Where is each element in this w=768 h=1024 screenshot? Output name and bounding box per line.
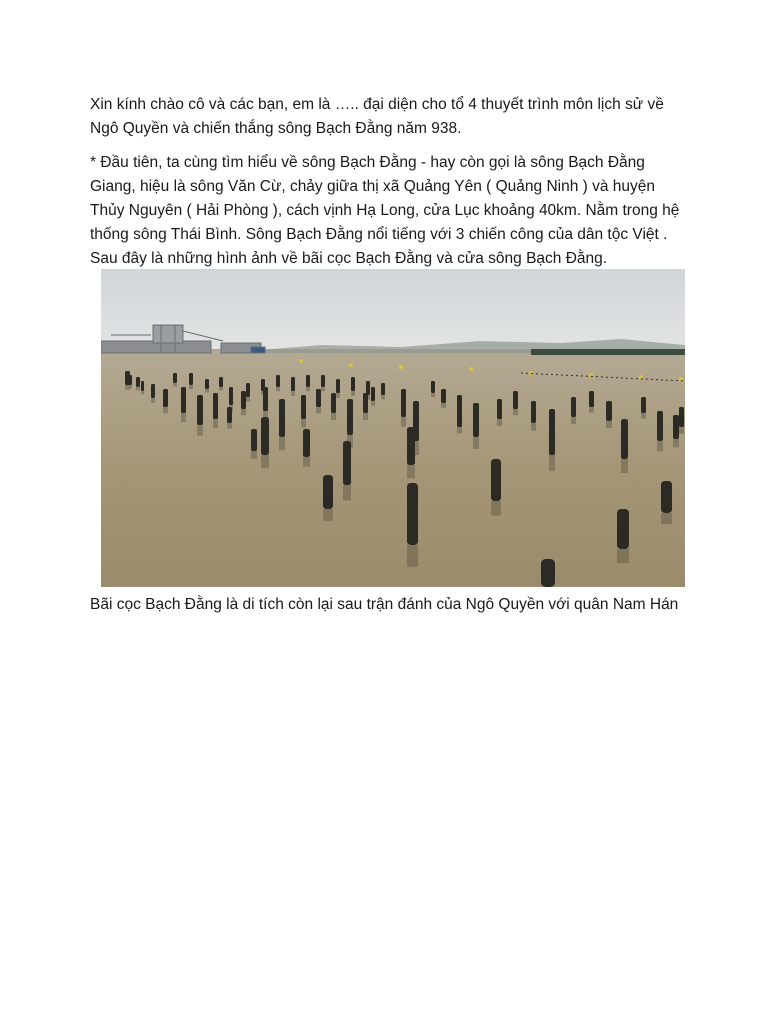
stake-reflection — [363, 413, 368, 420]
stake-reflection — [251, 451, 257, 459]
stake-reflection — [205, 389, 209, 393]
stake-reflection — [343, 485, 351, 500]
stake — [571, 397, 576, 417]
stake — [371, 387, 375, 401]
stake — [407, 483, 418, 545]
stake-reflection — [473, 437, 479, 449]
stake — [151, 384, 155, 398]
stake — [261, 417, 269, 455]
stake — [279, 399, 285, 437]
stake-reflection — [407, 545, 418, 567]
stake-reflection — [531, 423, 536, 431]
stake-reflection — [641, 413, 646, 419]
stake — [366, 381, 370, 395]
stake-reflection — [141, 391, 144, 395]
stake-reflection — [197, 425, 203, 436]
stake — [673, 415, 679, 439]
stake — [679, 407, 684, 427]
stake — [331, 393, 336, 413]
stake — [589, 391, 594, 407]
stake-reflection — [163, 407, 168, 413]
stake — [401, 389, 406, 417]
stake-reflection — [189, 385, 193, 389]
stake — [301, 395, 306, 419]
stake-reflection — [323, 509, 333, 521]
photo-caption: Bãi cọc Bạch Đằng là di tích còn lại sau trận đánh của Ngô Quyền với quân Nam Hán — [90, 596, 679, 613]
stake — [661, 481, 672, 513]
stake — [407, 427, 415, 465]
stake-reflection — [441, 403, 446, 408]
stake — [291, 377, 295, 391]
stake-reflection — [321, 387, 325, 391]
stake-reflection — [679, 427, 684, 434]
stake — [657, 411, 663, 441]
stake-reflection — [513, 409, 518, 415]
stake — [141, 381, 144, 391]
stake — [241, 391, 246, 409]
sky — [101, 269, 685, 351]
stake — [641, 397, 646, 413]
far-shoreline — [531, 349, 685, 355]
stake-reflection — [497, 419, 502, 426]
bach-dang-stakes-photo — [101, 269, 685, 587]
stake-reflection — [606, 421, 612, 428]
stake-reflection — [136, 387, 140, 391]
stake-reflection — [371, 401, 375, 406]
stake-reflection — [291, 391, 295, 396]
stake-reflection — [381, 395, 385, 399]
stake-reflection — [227, 423, 232, 429]
river-description-paragraph: * Đầu tiên, ta cùng tìm hiểu về sông Bạch Đằng - hay còn gọi là sông Bạch Đằng Giang, hiệu là sông Văn Cừ, chảy giữa thị xã Quảng Yên ( Quảng Ninh ) và huyện Thủy Nguyên ( Hải Phòng ), cách vịnh Hạ Long, cửa Lục khoảng 40km. Nằm trong hệ thống sông Thái Bình. Sông Bạch Đằng nổi tiếng với 3 chiến công của dân tộc Việt . Sau đây là những hình ảnh về bãi cọc Bạch Đằng và cửa sông Bạch Đằng. — [90, 154, 680, 267]
stake-reflection — [151, 398, 155, 403]
stake-reflection — [657, 441, 663, 452]
stake — [621, 419, 628, 459]
stake-reflection — [351, 391, 355, 396]
stake — [431, 381, 435, 393]
stake-reflection — [617, 549, 629, 563]
stake-reflection — [279, 437, 285, 450]
stake — [197, 395, 203, 425]
stake — [163, 389, 168, 407]
stake-reflection — [173, 383, 177, 387]
stake-reflection — [407, 465, 415, 478]
stake-reflection — [571, 417, 576, 424]
stake-reflection — [589, 407, 594, 413]
stake — [189, 373, 193, 385]
stake — [336, 379, 340, 393]
stake — [441, 389, 446, 403]
stake — [321, 375, 325, 387]
stake — [276, 375, 280, 387]
stake-reflection — [549, 455, 555, 471]
stake — [251, 429, 257, 451]
stake — [316, 389, 321, 407]
stake — [229, 387, 233, 405]
stake — [227, 407, 232, 423]
stake-reflection — [457, 427, 462, 433]
stake — [497, 399, 502, 419]
stake-reflection — [129, 385, 132, 389]
stake-reflection — [491, 501, 501, 516]
stake — [541, 559, 555, 587]
stake-reflection — [276, 387, 280, 391]
stake-reflection — [181, 413, 186, 422]
stake — [173, 373, 177, 383]
stake — [303, 429, 310, 457]
stake — [381, 383, 385, 395]
stake-reflection — [431, 393, 435, 397]
stake-reflection — [336, 393, 340, 398]
stake — [513, 391, 518, 409]
stake-reflection — [673, 439, 679, 447]
stake — [606, 401, 612, 421]
stake — [343, 441, 351, 485]
stake — [263, 387, 268, 411]
stake-reflection — [661, 513, 672, 524]
stake — [129, 375, 132, 385]
stake — [219, 377, 223, 387]
stake-reflection — [621, 459, 628, 473]
stake-reflection — [261, 455, 269, 468]
stake — [549, 409, 555, 455]
stake — [205, 379, 209, 389]
stake — [473, 403, 479, 437]
stake-reflection — [331, 413, 336, 420]
stake-reflection — [316, 407, 321, 413]
stake — [136, 377, 140, 387]
stake-reflection — [303, 457, 310, 467]
stake — [323, 475, 333, 509]
stake-reflection — [241, 409, 246, 415]
stake-reflection — [219, 387, 223, 391]
river-water — [101, 349, 685, 587]
stake — [457, 409, 462, 427]
stake — [351, 377, 355, 391]
stake-reflection — [246, 397, 250, 402]
intro-paragraph: Xin kính chào cô và các bạn, em là ….. đại diện cho tổ 4 thuyết trình môn lịch sử về Ngô Quyền và chiến thắng sông Bạch Đằng năm 938. — [90, 96, 664, 137]
stake — [347, 399, 353, 435]
stake — [491, 459, 501, 501]
stake — [213, 393, 218, 419]
stake — [306, 375, 310, 387]
stake-reflection — [213, 419, 218, 428]
stake — [363, 393, 368, 413]
stake — [181, 387, 186, 413]
stake — [531, 401, 536, 423]
stake-reflection — [301, 419, 306, 427]
stake-reflection — [401, 417, 406, 427]
stake — [617, 509, 629, 549]
stake — [246, 383, 250, 397]
stake-reflection — [306, 387, 310, 391]
